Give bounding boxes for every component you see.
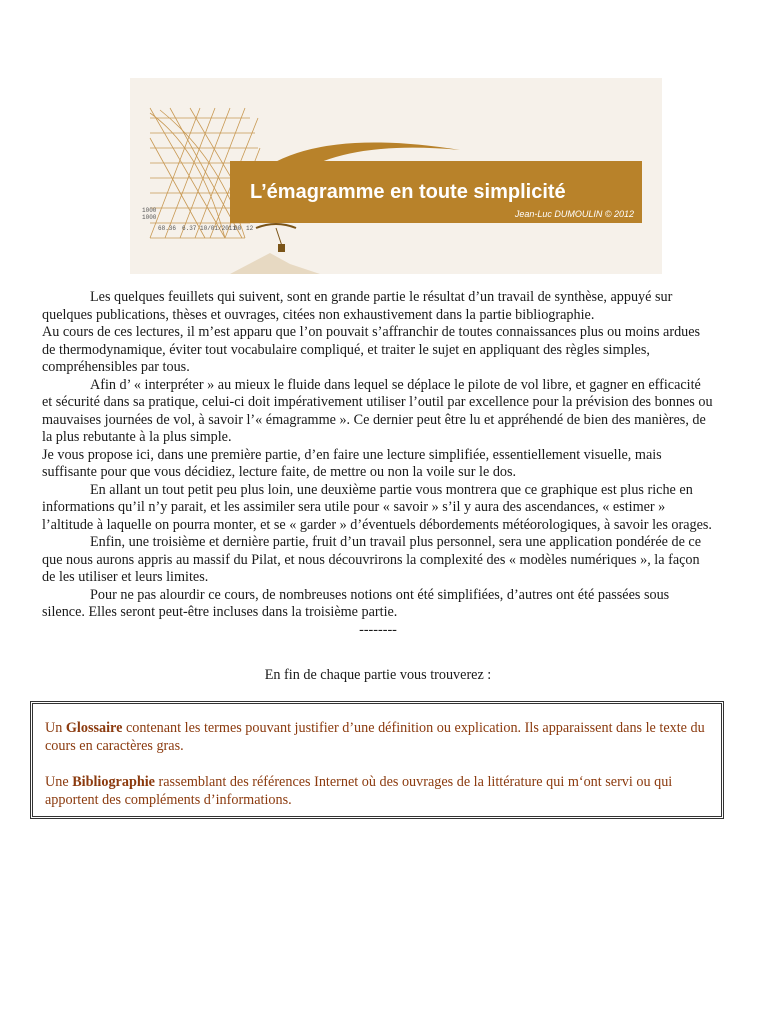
chart-label: 68.36: [158, 225, 177, 232]
glossary-description: contenant les termes pouvant justifier d’une définition ou explication. Ils apparaissent dans le texte du cours en caractères gras.: [45, 720, 705, 754]
paragraph: Afin d’ « interpréter » au mieux le fluide dans lequel se déplace le pilote de vol libre, et gagner en efficacité et sécurité dans sa pratique, celui-ci doit impérativement utiliser l’outil par excellence pour la prévision des bonnes ou mauvaises journées de vol, à savoir l’« émagramme ». Ce dernier peut être lu et appréhendé de bien des manières, de la plus rebutante à la plus simple.: [42, 376, 713, 445]
paragraph: Pour ne pas alourdir ce cours, de nombreuses notions ont été simplifiées, d’autres ont été passées sous silence. Elles seront peut-être incluses dans la troisième partie.: [42, 586, 670, 620]
paragraph: Les quelques feuillets qui suivent, sont en grande partie le résultat d’un travail de synthèse, appuyé sur quelques publications, thèses et ouvrages, citées non exhaustivement dans la partie bibliographie.: [42, 289, 673, 323]
paragraph: Je vous propose ici, dans une première partie, d’en faire une lecture simplifiée, essentiellement visuelle, mais suffisante pour que vous décidiez, lecture faite, de mettre ou non la voile sur le dos.: [42, 446, 662, 480]
paragraph: En allant un tout petit peu plus loin, une deuxième partie vous montrera que ce graphique est plus riche en informations qu’il n’y parait, et les assimiler sera utile pour « savoir » s’il y aura des ascendances, « estimer » l’altitude à laquelle on pourra monter, et se « garder » d’éventuels débordements météorologiques, à savoir les orages.: [42, 481, 712, 533]
glossary-note: [45, 719, 711, 755]
banner-title: L’émagramme en toute simplicité: [250, 181, 566, 203]
chart-label: 1000: [142, 207, 157, 214]
separator: --------: [359, 621, 397, 638]
paragraph: Enfin, une troisième et dernière partie, fruit d’un travail plus personnel, sera une application pondérée de ce que nous aurons appris au massif du Pilat, et nous découvrirons la complexité des « modèles numériques », la façon de les utiliser et leurs limites.: [42, 534, 702, 585]
chart-label: 1000: [142, 214, 157, 221]
paraglider-icon: [256, 224, 296, 228]
bibliography-prefix: Une: [45, 774, 73, 790]
banner-author: Jean-Luc DUMOULIN © 2012: [514, 209, 634, 219]
bibliography-description: rassemblant des références Internet où des ouvrages de la littérature qui m‘ont servi ou qui apportent des compléments d’informations.: [45, 774, 673, 808]
chart-label: 00: [234, 225, 242, 232]
bibliography-note: [45, 773, 711, 809]
header-banner: [130, 78, 662, 274]
paragraph: Au cours de ces lectures, il m’est apparu que l’on pouvait s’affranchir de toutes connaissances plus ou moins ardues de thermodynamique, éviter tout vocabulaire compliqué, et traiter le sujet en appliquant des règles simples, compréhensibles par tous.: [42, 324, 701, 375]
bibliography-term: Bibliographie: [72, 774, 155, 790]
intro-text: [42, 289, 714, 639]
chart-label: 6.37: [182, 225, 197, 232]
glossary-prefix: Un: [45, 720, 66, 736]
section-trailer: En fin de chaque partie vous trouverez :: [264, 667, 492, 683]
banner-graphic: [130, 78, 662, 274]
chart-label: 12: [246, 225, 254, 232]
chart-label: 10/01/2011: [200, 225, 237, 232]
info-box: [30, 701, 724, 819]
glossary-term: Glossaire: [65, 720, 123, 736]
